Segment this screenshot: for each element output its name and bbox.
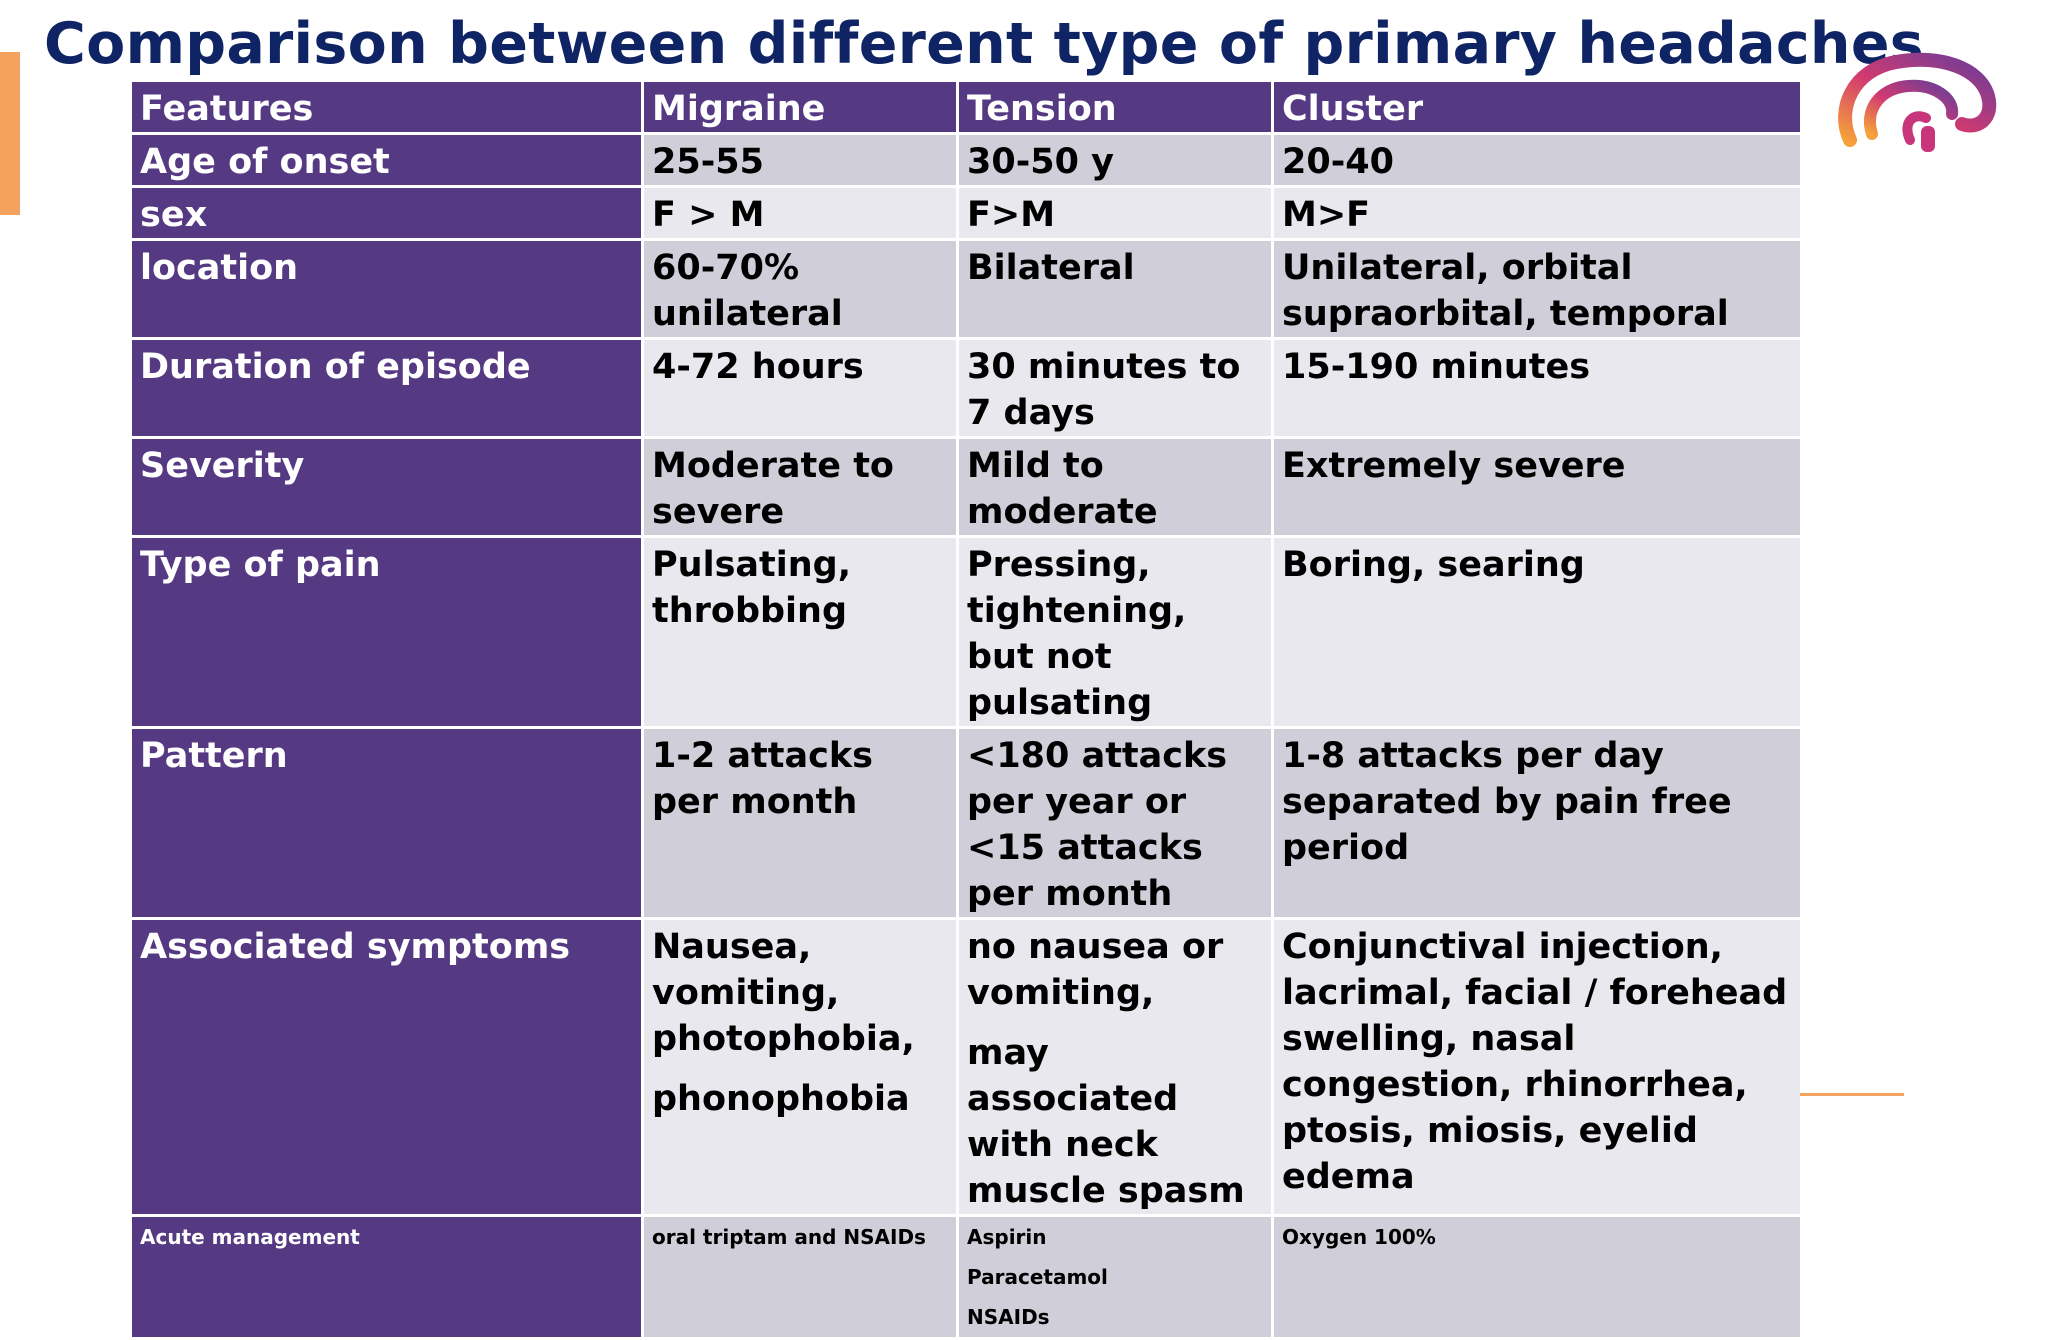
header-migraine: Migraine	[643, 81, 958, 134]
migraine-cell: 1-2 attacks per month	[643, 728, 958, 919]
tension-drug-line: NSAIDs	[967, 1305, 1050, 1329]
cluster-cell: Boring, searing	[1273, 537, 1802, 728]
tension-drug-line: Aspirin	[967, 1225, 1047, 1249]
cluster-cell: 20-40	[1273, 134, 1802, 187]
table-row	[131, 537, 1802, 728]
table-row	[131, 187, 1802, 240]
table-row	[131, 339, 1802, 438]
table-row	[131, 134, 1802, 187]
feature-cell: Pattern	[131, 728, 643, 919]
migraine-cell: Moderate to severe	[643, 438, 958, 537]
table-row	[131, 728, 1802, 919]
table-row	[131, 240, 1802, 339]
tension-cell: 30 minutes to 7 days	[958, 339, 1273, 438]
accent-side-bar	[0, 52, 20, 215]
migraine-symptom-line: Nausea, vomiting, photophobia,	[652, 927, 915, 1059]
feature-cell: Age of onset	[131, 134, 643, 187]
table-row	[131, 438, 1802, 537]
migraine-cell: F > M	[643, 187, 958, 240]
tension-symptom-line: no nausea or vomiting,	[967, 927, 1224, 1013]
header-cluster: Cluster	[1273, 81, 1802, 134]
page-title: Comparison between different type of primary headaches	[44, 11, 1924, 77]
feature-cell: location	[131, 240, 643, 339]
table-row	[131, 1216, 1802, 1339]
feature-cell: Severity	[131, 438, 643, 537]
table-row	[131, 919, 1802, 1216]
tension-cell: Bilateral	[958, 240, 1273, 339]
tension-cell: Mild to moderate	[958, 438, 1273, 537]
tension-drug-line: Paracetamol	[967, 1265, 1108, 1289]
migraine-symptom-line: phonophobia	[652, 1079, 910, 1119]
header-features: Features	[131, 81, 643, 134]
migraine-cell: Pulsating, throbbing	[643, 537, 958, 728]
accent-line	[1800, 1093, 1904, 1096]
feature-cell: Type of pain	[131, 537, 643, 728]
tension-symptom-line: may associated with neck muscle spasm	[967, 1033, 1245, 1211]
tension-cell: 30-50 y	[958, 134, 1273, 187]
migraine-cell	[643, 919, 958, 1216]
cluster-cell: Conjunctival injection, lacrimal, facial / forehead swelling, nasal congestion, rhinorrhea, ptosis, miosis, eyelid edema	[1273, 919, 1802, 1216]
header-tension: Tension	[958, 81, 1273, 134]
migraine-cell: 60-70% unilateral	[643, 240, 958, 339]
cluster-cell: M>F	[1273, 187, 1802, 240]
migraine-cell: 4-72 hours	[643, 339, 958, 438]
migraine-cell: oral triptam and NSAIDs	[643, 1216, 958, 1339]
feature-cell: Acute management	[131, 1216, 643, 1339]
brain-logo-icon	[1830, 48, 2002, 164]
tension-cell: Pressing, tightening, but not pulsating	[958, 537, 1273, 728]
feature-cell: Duration of episode	[131, 339, 643, 438]
feature-cell: Associated symptoms	[131, 919, 643, 1216]
header-row	[131, 81, 1802, 134]
tension-cell: <180 attacks per year or <15 attacks per month	[958, 728, 1273, 919]
comparison-table	[129, 79, 1800, 1329]
cluster-cell: Extremely severe	[1273, 438, 1802, 537]
tension-cell	[958, 1216, 1273, 1339]
cluster-cell: Oxygen 100%	[1273, 1216, 1802, 1339]
tension-cell: F>M	[958, 187, 1273, 240]
cluster-cell: 15-190 minutes	[1273, 339, 1802, 438]
feature-cell: sex	[131, 187, 643, 240]
cluster-cell: Unilateral, orbital supraorbital, temporal	[1273, 240, 1802, 339]
cluster-cell: 1-8 attacks per day separated by pain free period	[1273, 728, 1802, 919]
tension-cell	[958, 919, 1273, 1216]
migraine-cell: 25-55	[643, 134, 958, 187]
